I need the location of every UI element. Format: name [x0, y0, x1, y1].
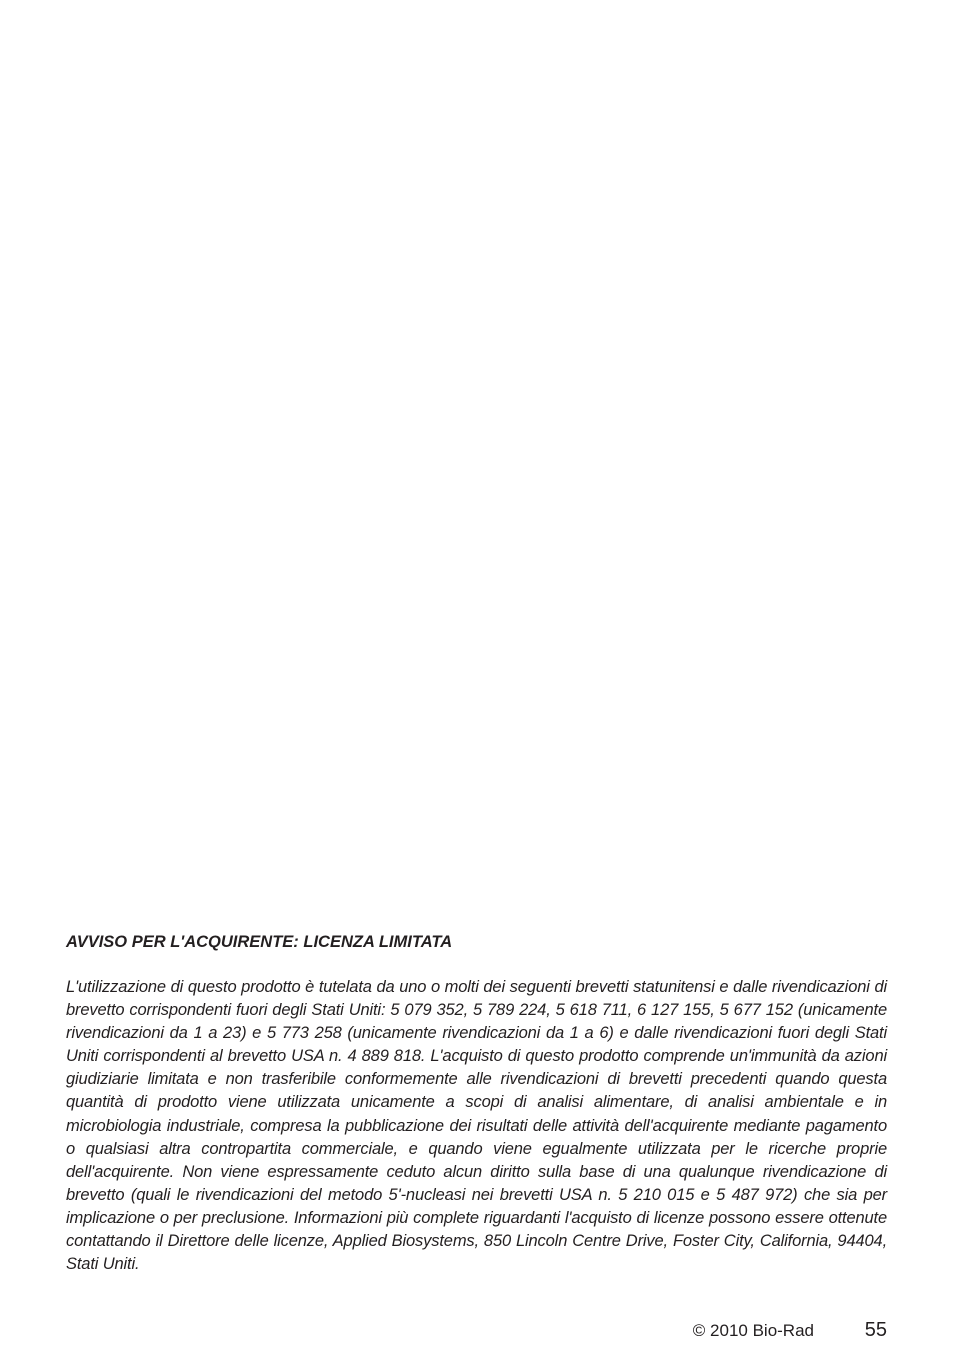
limited-license-notice — [66, 930, 887, 1276]
notice-title: AVVISO PER L'ACQUIRENTE: LICENZA LIMITATA — [66, 933, 453, 951]
page-number: 55 — [864, 1319, 887, 1341]
notice-body: L'utilizzazione di questo prodotto è tutelata da uno o molti dei seguenti brevetti statunitensi e dalle rivendicazioni di brevetto corrispondenti fuori degli Stati Uniti: 5 079 352, 5 789 224, 5 618 711, 6 127 155, 5 677 152 (unicamente rivendicazioni da 1 a 23) e 5 773 258 (unicamente rivendicazioni da 1 a 6) e dalle rivendicazioni fuori degli Stati Uniti corrispondenti al brevetto USA n. 4 889 818. L'acquisto di questo prodotto comprende un'immunità da azioni giudiziarie limitata e non trasferibile conformemente alle rivendicazioni di brevetti precedenti quando questa quantità di prodotto viene utilizzata unicamente a scopi di analisi alimentare, di analisi ambientale e in microbiologia industriale, compresa la pubblicazione dei risultati delle attività dell'acquirente mediante pagamento o qualsiasi altra contropartita commerciale, e quando viene egualmente utilizzata per le ricerche proprie dell'acquirente. Non viene espressamente ceduto alcun diritto sulla base di una qualunque rivendicazione di brevetto (quali le rivendicazioni del metodo 5'-nucleasi nei brevetti USA n. 5 210 015 e 5 487 972) che sia per implicazione o per preclusione. Informazioni più complete riguardanti l'acquisto di licenze possono essere ottenute contattando il Direttore delle licenze, Applied Biosystems, 850 Lincoln Centre Drive, Foster City, California, 94404, Stati Uniti. — [66, 978, 887, 1274]
copyright-text: © 2010 Bio-Rad — [692, 1321, 814, 1340]
page-footer — [0, 1317, 954, 1345]
